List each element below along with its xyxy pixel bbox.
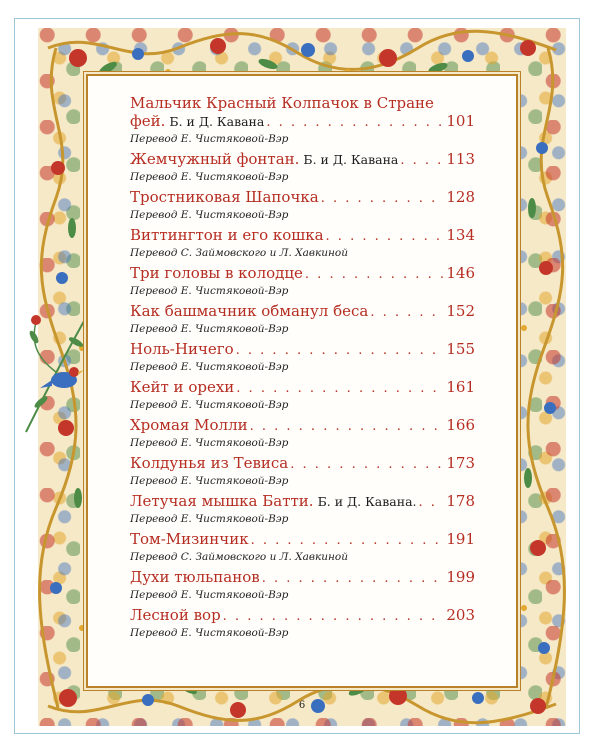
entry-title: Летучая мышка Батти. <box>130 492 314 510</box>
entry-page-number: 128 <box>446 188 475 206</box>
toc-entry[interactable] <box>130 530 475 564</box>
toc-entry[interactable] <box>130 492 475 526</box>
toc-entry[interactable] <box>130 264 475 298</box>
entry-title: Колдунья из Тевиса <box>130 454 289 472</box>
page-number: 6 <box>298 700 306 711</box>
entry-translator: Перевод Е. Чистяковой-Вэр <box>130 209 289 221</box>
entry-translator: Перевод Е. Чистяковой-Вэр <box>130 437 289 449</box>
entry-title: Том-Мизинчик <box>130 530 249 548</box>
dot-leader <box>321 190 445 208</box>
entry-author: Б. и Д. Кавана <box>169 114 265 129</box>
entry-translator: Перевод Е. Чистяковой-Вэр <box>130 627 289 639</box>
entry-page-number: 191 <box>446 530 475 548</box>
entry-translator: Перевод Е. Чистяковой-Вэр <box>130 399 289 411</box>
toc-entry[interactable] <box>130 188 475 222</box>
entry-page-number: 203 <box>446 606 475 624</box>
entry-title: Лесной вор <box>130 606 221 624</box>
toc-entry[interactable] <box>130 568 475 602</box>
entry-translator: Перевод Е. Чистяковой-Вэр <box>130 285 289 297</box>
dot-leader <box>223 608 445 626</box>
toc-entry[interactable] <box>130 416 475 450</box>
entry-translator: Перевод Е. Чистяковой-Вэр <box>130 513 289 525</box>
entry-translator: Перевод Е. Чистяковой-Вэр <box>130 361 289 373</box>
dot-leader <box>326 228 445 246</box>
entry-page-number: 166 <box>446 416 475 434</box>
entry-title: фей. <box>130 112 166 130</box>
entry-page-number: 113 <box>446 150 475 168</box>
toc-entry[interactable] <box>130 378 475 412</box>
entry-translator: Перевод Е. Чистяковой-Вэр <box>130 171 289 183</box>
entry-title: Три головы в колодце <box>130 264 303 282</box>
entry-title: Хромая Молли <box>130 416 248 434</box>
dot-leader <box>370 304 444 322</box>
entry-translator: Перевод Е. Чистяковой-Вэр <box>130 323 289 335</box>
entry-page-number: 101 <box>446 112 475 130</box>
dot-leader <box>419 494 445 512</box>
entry-page-number: 161 <box>446 378 475 396</box>
entry-title: Ноль-Ничего <box>130 340 234 358</box>
dot-leader <box>236 342 445 360</box>
entry-page-number: 146 <box>446 264 475 282</box>
toc-entry[interactable] <box>130 150 475 184</box>
dot-leader <box>251 532 445 550</box>
entry-translator: Перевод Е. Чистяковой-Вэр <box>130 589 289 601</box>
entry-page-number: 199 <box>446 568 475 586</box>
dot-leader <box>290 456 444 474</box>
entry-page-number: 134 <box>446 226 475 244</box>
toc-entry[interactable] <box>130 606 475 640</box>
entry-title: Тростниковая Шапочка <box>130 188 319 206</box>
entry-author: Б. и Д. Кавана <box>303 152 399 167</box>
entry-title: Жемчужный фонтан. <box>130 150 300 168</box>
entry-author: Б. и Д. Кавана. <box>317 494 417 509</box>
dot-leader <box>250 418 445 436</box>
dot-leader <box>305 266 444 284</box>
toc-entry[interactable] <box>130 94 475 146</box>
entry-translator: Перевод Е. Чистяковой-Вэр <box>130 475 289 487</box>
toc-entry[interactable] <box>130 454 475 488</box>
dot-leader <box>400 152 444 170</box>
dot-leader <box>266 114 444 132</box>
bird-icon <box>40 367 84 388</box>
entry-page-number: 152 <box>446 302 475 320</box>
dot-leader <box>262 570 445 588</box>
toc-entry[interactable] <box>130 302 475 336</box>
table-of-contents <box>130 94 475 644</box>
entry-translator: Перевод С. Займовского и Л. Хавкиной <box>130 247 348 259</box>
dot-leader <box>236 380 444 398</box>
toc-entry[interactable] <box>130 340 475 374</box>
entry-title-first-line: Мальчик Красный Колпачок в Стране <box>130 94 434 112</box>
entry-translator: Перевод С. Займовского и Л. Хавкиной <box>130 551 348 563</box>
entry-page-number: 173 <box>446 454 475 472</box>
entry-translator: Перевод Е. Чистяковой-Вэр <box>130 133 289 145</box>
entry-title: Духи тюльпанов <box>130 568 260 586</box>
entry-page-number: 178 <box>446 492 475 510</box>
entry-page-number: 155 <box>446 340 475 358</box>
entry-title: Кейт и орехи <box>130 378 235 396</box>
entry-title: Как башмачник обманул беса <box>130 302 369 320</box>
toc-entry[interactable] <box>130 226 475 260</box>
entry-title: Виттингтон и его кошка <box>130 226 324 244</box>
